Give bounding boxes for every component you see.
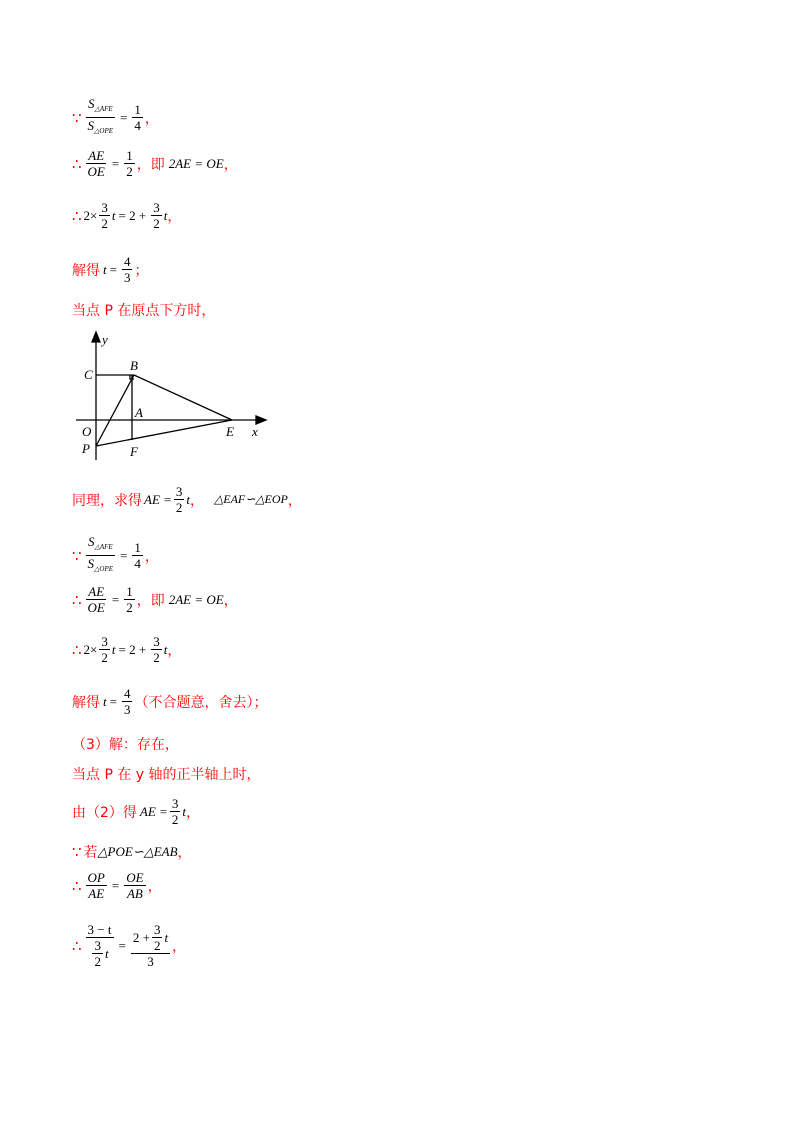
fraction — [170, 796, 181, 827]
num: OP — [87, 870, 105, 885]
line-complex-fraction — [72, 922, 186, 969]
comma: ， — [177, 845, 192, 861]
line-from-2 — [72, 796, 200, 827]
eq: = 2 + — [118, 641, 147, 657]
var-t: t — [163, 641, 168, 657]
fraction — [124, 870, 145, 901]
line-solution-1 — [72, 254, 148, 285]
num: 1 — [134, 102, 141, 117]
line-similarly — [72, 484, 302, 515]
part3-text: （3）解：存在， — [72, 737, 179, 753]
var-t: t — [103, 693, 107, 709]
comma: ， — [223, 156, 238, 173]
label-x: x — [252, 424, 258, 439]
line-if-similar — [72, 842, 192, 862]
num: AE — [88, 584, 105, 599]
expr: 2AE = OE — [168, 591, 224, 607]
quarter-fraction — [132, 540, 143, 571]
label-c: C — [84, 367, 93, 382]
s-symbol: S — [87, 556, 95, 571]
den: 2 — [101, 216, 108, 231]
den: 2 — [101, 650, 108, 665]
den: 2 — [153, 650, 160, 665]
num: 3 — [171, 796, 179, 811]
comma: ， — [172, 938, 187, 955]
num: 3 — [101, 200, 108, 215]
comma: ， — [190, 492, 205, 509]
var-t: t — [111, 641, 116, 657]
if-text: 若 — [83, 845, 98, 861]
num: 1 — [126, 584, 133, 599]
half-fraction — [124, 584, 135, 615]
den: 3 — [123, 702, 131, 717]
solve-text: 解得 — [72, 262, 100, 279]
therefore-symbol: ∴ — [72, 640, 82, 659]
line-area-ratio-2: ∵ $\frac{S_{\triangle AFE}}{S_{\triangle OPE}}$ = $\frac{1}{4}$ ， — [72, 534, 159, 577]
var-t: t — [104, 946, 109, 961]
expr: AE = — [144, 491, 172, 507]
fraction — [99, 200, 110, 231]
comma: ， — [167, 208, 182, 225]
den: 2 — [94, 954, 101, 969]
fraction — [174, 484, 185, 515]
lead: 2 + — [132, 930, 150, 945]
den: 4 — [134, 118, 141, 133]
sub-afe: △AFE — [94, 105, 113, 113]
den: 4 — [134, 556, 141, 571]
num: 3 — [94, 938, 101, 953]
rejected-note: （不合题意，舍去）； — [134, 694, 268, 711]
den: 2 — [171, 812, 179, 827]
den: 2 — [175, 500, 183, 515]
inner-fraction — [152, 922, 163, 953]
num: 3 — [101, 634, 108, 649]
s-symbol: S — [87, 96, 95, 111]
similarly-text: 同理，求得 — [72, 492, 142, 509]
fraction — [99, 634, 110, 665]
eq: = — [111, 877, 120, 893]
complex-fraction-left — [86, 922, 114, 969]
label-y: y — [102, 332, 108, 347]
expr: AE = — [139, 803, 168, 819]
line-solution-2 — [72, 686, 267, 717]
num: 4 — [123, 254, 131, 269]
s-symbol: S — [87, 118, 95, 133]
var-t: t — [186, 491, 191, 507]
num: 3 — [153, 922, 161, 937]
line-area-ratio-1: ∵ $\frac{S_{\triangle AFE}}{S_{\triangle OPE}}$ = $\frac{1}{4}$ ， — [72, 96, 159, 139]
lead: 2× — [83, 207, 98, 223]
num: 3 — [153, 634, 160, 649]
coordinate-diagram — [72, 328, 292, 468]
semicolon: ； — [134, 262, 149, 279]
quarter-fraction — [132, 102, 143, 133]
den: 3 — [147, 954, 154, 969]
that-is: ，即 — [136, 592, 165, 609]
den — [88, 938, 110, 969]
area-ratio-fraction — [86, 534, 116, 577]
area-ratio-fraction — [86, 96, 116, 139]
comma: ， — [287, 492, 302, 509]
fraction — [122, 254, 133, 285]
label-f: F — [130, 444, 138, 459]
complex-fraction-right — [131, 922, 170, 969]
therefore-symbol: ∴ — [72, 876, 82, 895]
from-text: 由（2）得 — [72, 804, 137, 821]
line-case-below-origin — [72, 300, 215, 320]
comma: ， — [144, 548, 159, 565]
half-fraction — [124, 148, 135, 179]
eq: = — [118, 937, 126, 953]
label-a: A — [135, 405, 143, 420]
line-equation-1 — [72, 200, 181, 231]
num: 1 — [134, 540, 141, 555]
den: AB — [126, 886, 143, 901]
fraction — [151, 634, 162, 665]
comma: ， — [167, 642, 182, 659]
case-text: 当点 P 在 y 轴的正半轴上时， — [72, 767, 261, 783]
therefore-symbol: ∴ — [72, 936, 82, 955]
den: OE — [87, 164, 105, 179]
fraction — [86, 870, 107, 901]
var-t: t — [164, 930, 169, 945]
because-symbol: ∵ — [72, 108, 82, 127]
line-part3 — [72, 734, 179, 754]
similar-triangles: △EAF∽△EOP — [214, 492, 288, 506]
solve-text: 解得 — [72, 694, 100, 711]
sub-ope: △OPE — [94, 565, 114, 573]
geometry-figure — [72, 328, 292, 472]
line-ae-oe-2: ∴ $\frac{AE}{OE}$ = $\frac{1}{2}$ ，即 2AE = OE ， — [72, 584, 238, 615]
therefore-symbol: ∴ — [72, 206, 82, 225]
inner-fraction — [92, 938, 103, 969]
because-symbol: ∵ — [72, 546, 82, 565]
therefore-symbol: ∴ — [72, 590, 82, 609]
comma: ， — [185, 804, 200, 821]
therefore-symbol: ∴ — [72, 154, 82, 173]
comma: ， — [144, 110, 159, 127]
comma: ， — [147, 878, 162, 895]
num: 4 — [123, 686, 131, 701]
label-b: B — [130, 358, 138, 373]
fraction — [122, 686, 133, 717]
label-p: P — [82, 441, 90, 456]
lead: 2× — [83, 641, 98, 657]
num: AE — [88, 148, 105, 163]
den: 2 — [153, 938, 161, 953]
line-ae-oe-1: ∴ $\frac{AE}{OE}$ = $\frac{1}{2}$ ，即 2AE = OE ， — [72, 148, 238, 179]
den: 2 — [126, 600, 133, 615]
fraction — [151, 200, 162, 231]
s-symbol: S — [87, 534, 95, 549]
line-case-positive-y — [72, 764, 261, 784]
ae-oe-fraction — [86, 148, 107, 179]
num — [131, 922, 170, 954]
den: 2 — [126, 164, 133, 179]
because-symbol: ∵ — [72, 843, 82, 861]
expr: 2AE = OE — [168, 155, 224, 171]
that-is: ，即 — [136, 156, 165, 173]
ae-oe-fraction — [86, 584, 107, 615]
line-ratio-op — [72, 870, 162, 901]
line-equation-2 — [72, 634, 181, 665]
num: 3 — [153, 200, 160, 215]
den: OE — [87, 600, 105, 615]
sub-ope: △OPE — [94, 127, 114, 135]
eq: = — [109, 693, 117, 709]
num: 3 — [175, 484, 183, 499]
var-t: t — [111, 207, 116, 223]
var-t: t — [163, 207, 168, 223]
comma: ， — [223, 592, 238, 609]
num: 1 — [126, 148, 133, 163]
den: 3 — [123, 270, 131, 285]
den: 2 — [153, 216, 160, 231]
similar-triangles: △POE∽△EAB — [97, 844, 178, 859]
eq: = — [109, 261, 117, 277]
var-t: t — [103, 261, 107, 277]
eq: = 2 + — [118, 207, 147, 223]
label-o: O — [82, 424, 92, 439]
sub-afe: △AFE — [94, 543, 113, 551]
num: 3 − t — [87, 922, 112, 937]
label-e: E — [226, 424, 234, 439]
num: OE — [126, 870, 144, 885]
den: AE — [88, 886, 105, 901]
case-text: 当点 P 在原点下方时， — [72, 303, 216, 319]
var-t: t — [182, 803, 186, 819]
